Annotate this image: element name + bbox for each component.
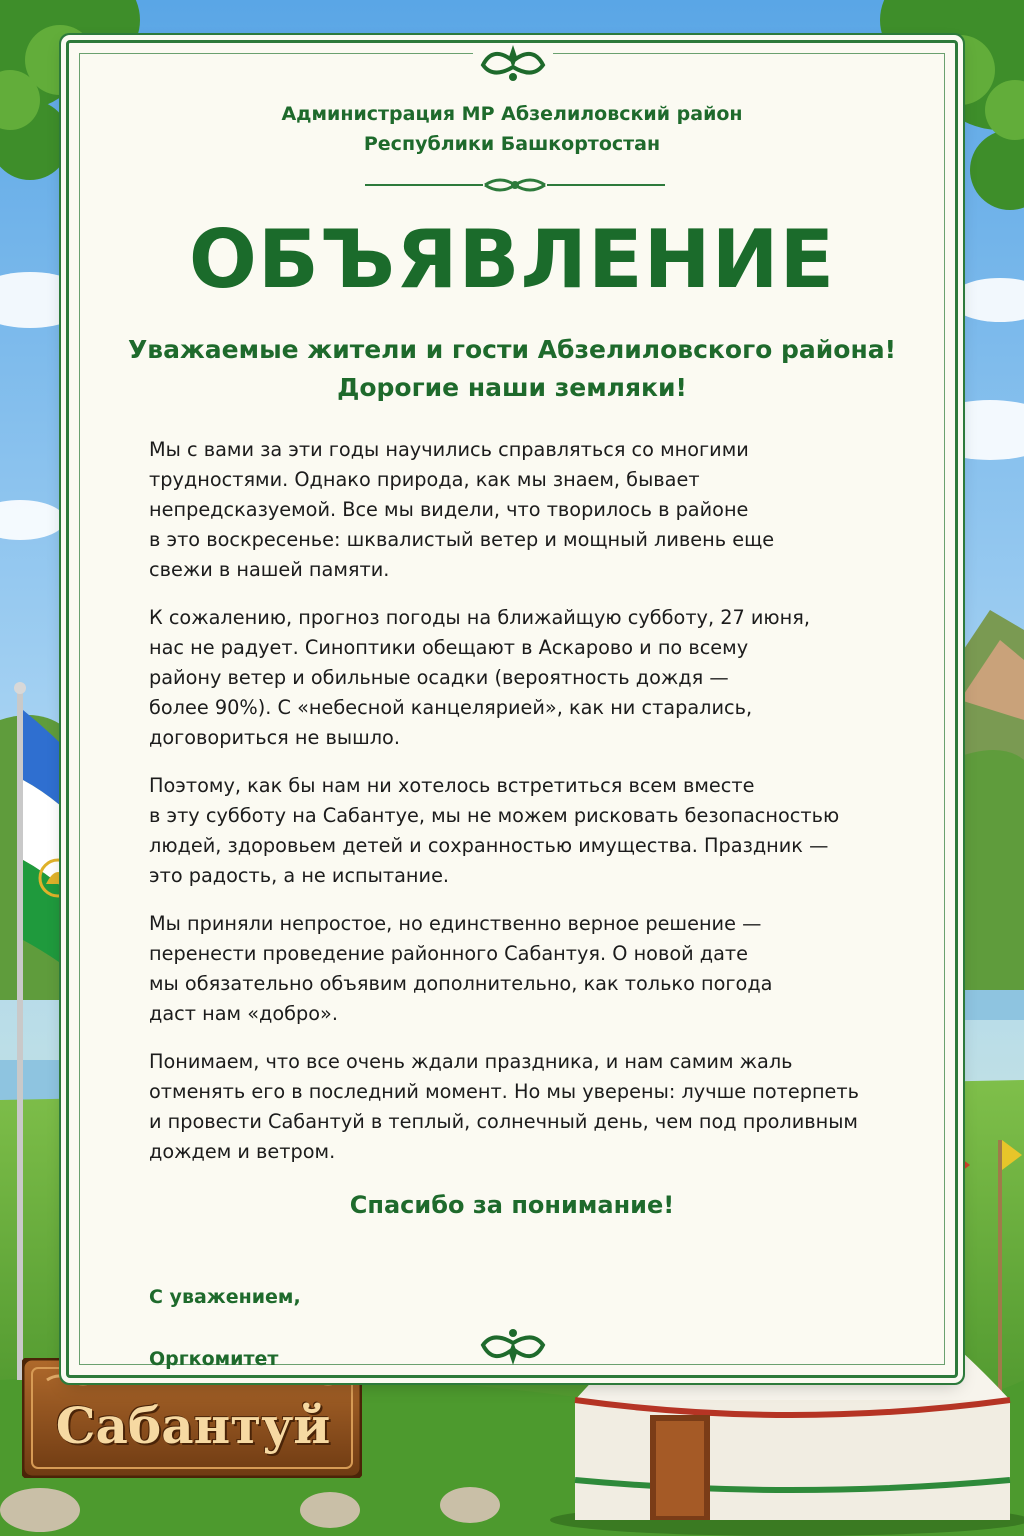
signoff-line-1: С уважением,: [149, 1286, 301, 1308]
paragraph-4: Мы приняли непростое, но единственно верное решение — перенести проведение районного Сабантуя. О новой дате мы обязательно объявим дополнительно, как только погода даст нам «добро».: [149, 912, 773, 1025]
signoff-line-2: Оргкомитет: [149, 1348, 279, 1370]
sabantuy-sign-label: Сабантуй: [55, 1396, 331, 1455]
paragraph-1: Мы с вами за эти годы научились справляться со многими трудностями. Однако природа, как мы знаем, бывает непредсказуемой. Все мы видели, что творилось в районе в это воскресенье: шквалистый ветер и мощный ливень еще свежи в нашей памяти.: [149, 438, 775, 581]
announcement-body: [149, 435, 889, 1185]
flag-pole: [17, 690, 23, 1380]
paragraph-2: К сожалению, прогноз погоды на ближайщую субботу, 27 июня, нас не радует. Синоптики обещают в Аскарово и по всему району ветер и обильные осадки (вероятность дождя — более 90%). С «небесной канцелярией», как ни старались, договориться не вышло.: [149, 606, 810, 749]
organization-header: [69, 99, 955, 159]
org-line-1: Администрация МР Абзелиловский район: [281, 103, 743, 125]
greeting-line-1: Уважаемые жители и гости Абзелиловского района!: [127, 335, 897, 364]
announcement-title: ОБЪЯВЛЕНИЕ: [188, 213, 836, 306]
paragraph-3: Поэтому, как бы нам ни хотелось встретиться всем вместе в эту субботу на Сабантуе, мы не можем рисковать безопасностью людей, здоровьем детей и сохранностью имущества. Праздник — это радость, а не испытание.: [149, 774, 840, 887]
announcement-panel: [66, 40, 958, 1378]
ornamental-divider-icon: [365, 175, 665, 195]
org-line-2: Республики Башкортостан: [363, 133, 661, 155]
greeting-block: [69, 331, 955, 407]
paragraph-5: Понимаем, что все очень ждали праздника, и нам самим жаль отменять его в последний момент. Но мы уверены: лучше потерпеть и провести Сабантуй в теплый, солнечный день, чем под проливным дождем и ветром.: [149, 1050, 860, 1163]
signoff-block: [149, 1251, 301, 1406]
bottom-ornament-icon: [473, 1321, 553, 1371]
thanks-line: Спасибо за понимание!: [349, 1191, 675, 1219]
greeting-line-2: Дорогие наши земляки!: [337, 373, 687, 402]
top-ornament-icon: [473, 39, 553, 89]
